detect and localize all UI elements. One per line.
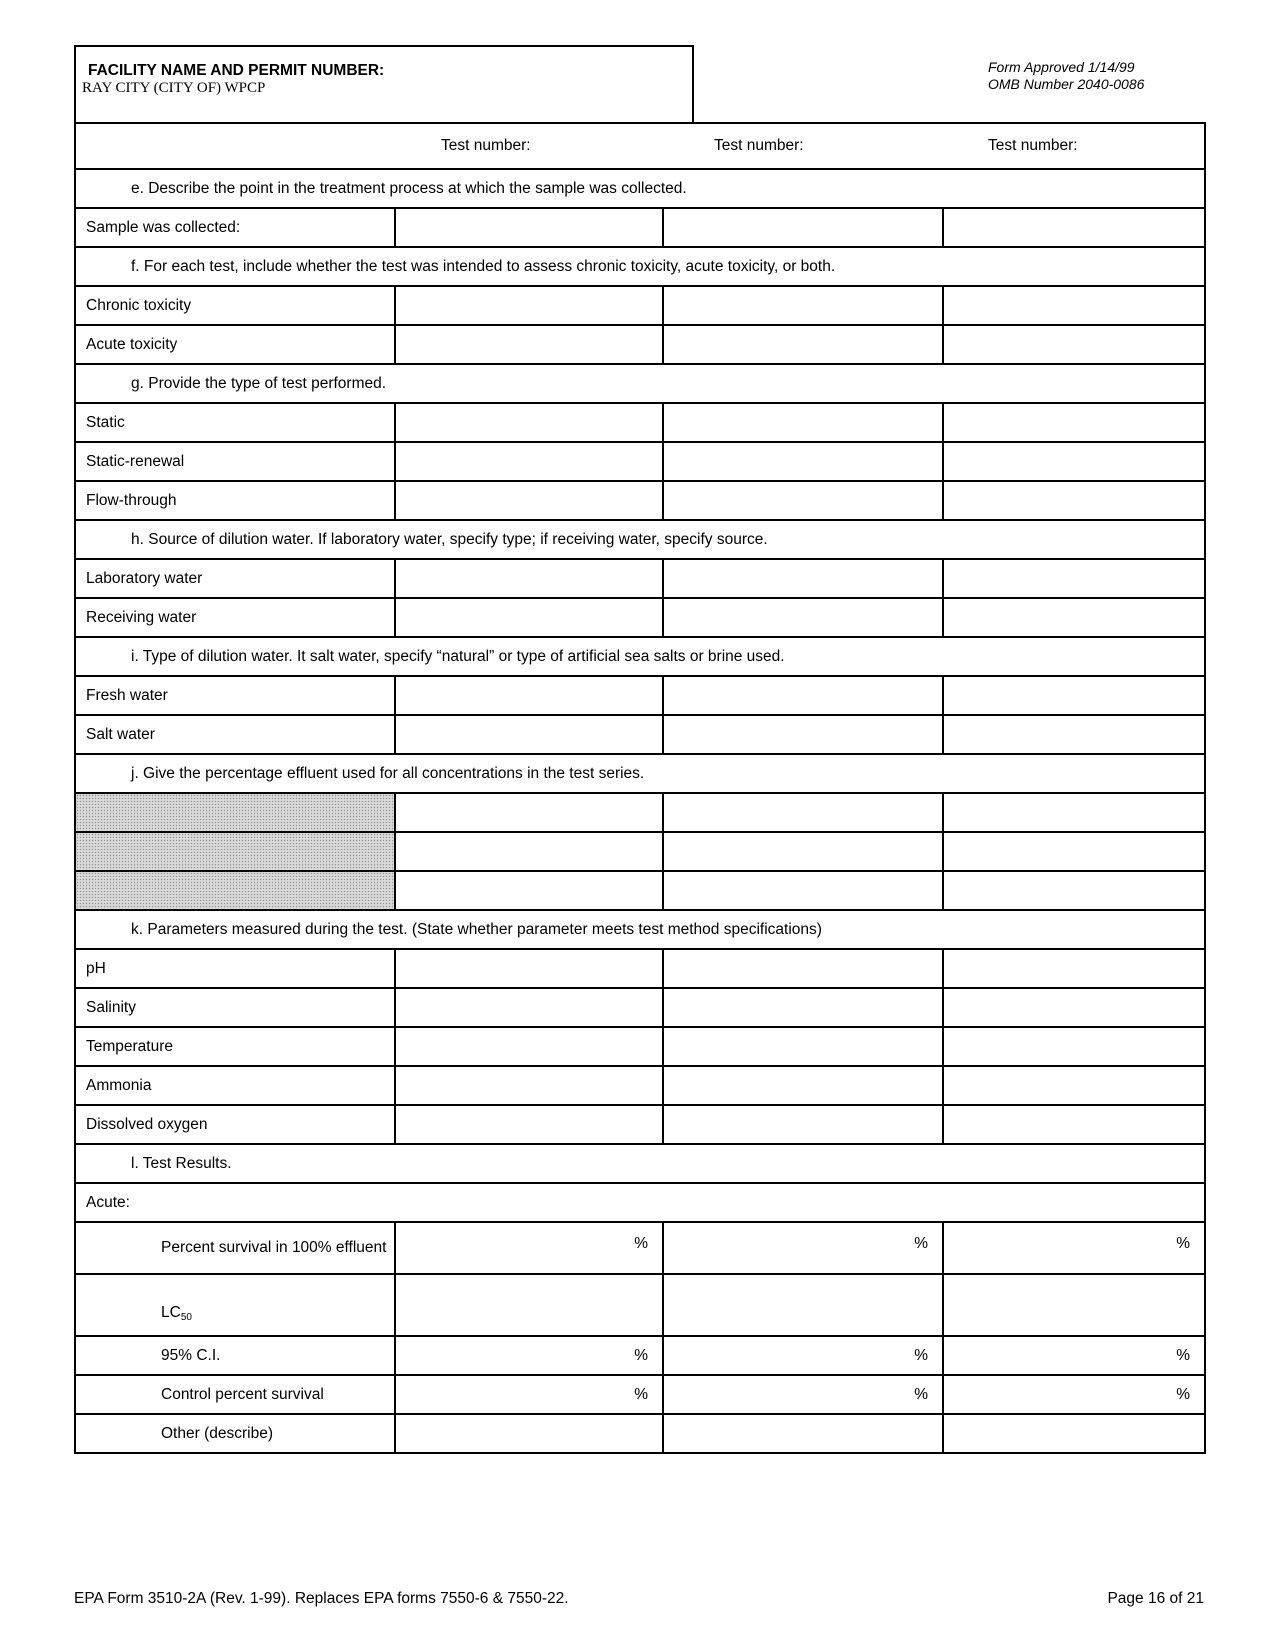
percent-sign: % (1176, 1235, 1190, 1252)
entry-cell[interactable] (663, 208, 943, 247)
entry-cell[interactable] (395, 1336, 663, 1375)
entry-cell[interactable] (943, 403, 1205, 442)
section-j-heading: j. Give the percentage effluent used for all concentrations in the test series. (75, 754, 1205, 793)
form-approval (988, 59, 1144, 93)
test-number-2[interactable]: Test number: (714, 137, 804, 154)
row-label: Sample was collected: (75, 208, 395, 247)
table-row (75, 871, 1205, 910)
entry-cell[interactable] (663, 286, 943, 325)
entry-cell[interactable] (943, 325, 1205, 364)
entry-cell[interactable] (943, 559, 1205, 598)
percent-sign: % (1176, 1385, 1190, 1403)
shaded-cell (75, 832, 395, 871)
percent-sign: % (914, 1235, 928, 1252)
row-label: Receiving water (75, 598, 395, 637)
row-label: Salinity (75, 988, 395, 1027)
percent-sign: % (634, 1385, 648, 1403)
row-label: Fresh water (75, 676, 395, 715)
section-i-heading: i. Type of dilution water. It salt water, specify “natural” or type of artificial sea salts or brine used. (75, 637, 1205, 676)
entry-cell[interactable] (395, 1375, 663, 1414)
table-row (75, 676, 1205, 715)
table-row (75, 715, 1205, 754)
entry-cell[interactable] (943, 1027, 1205, 1066)
entry-cell[interactable] (663, 481, 943, 520)
percent-sign: % (914, 1346, 928, 1364)
entry-cell[interactable] (395, 559, 663, 598)
entry-cell[interactable] (395, 1274, 663, 1336)
table-row (75, 286, 1205, 325)
entry-cell[interactable] (663, 1274, 943, 1336)
entry-cell[interactable] (943, 1105, 1205, 1144)
entry-cell[interactable] (663, 1027, 943, 1066)
section-e-row (75, 169, 1205, 208)
row-label: Ammonia (75, 1066, 395, 1105)
entry-cell[interactable] (395, 325, 663, 364)
table-row (75, 1375, 1205, 1414)
section-h-heading: h. Source of dilution water. If laboratory water, specify type; if receiving water, specify source. (75, 520, 1205, 559)
section-k-heading: k. Parameters measured during the test. (State whether parameter meets test method specifications) (75, 910, 1205, 949)
section-k-row (75, 910, 1205, 949)
section-l-heading: l. Test Results. (75, 1144, 1205, 1183)
percent-sign: % (634, 1235, 648, 1252)
table-row (75, 793, 1205, 832)
lc-label: LC (161, 1304, 181, 1321)
table-row (75, 988, 1205, 1027)
table-row (75, 1274, 1205, 1336)
facility-label: FACILITY NAME AND PERMIT NUMBER: (88, 62, 385, 79)
entry-cell[interactable] (943, 676, 1205, 715)
row-label: Control percent survival (75, 1375, 395, 1414)
facility-box (74, 45, 694, 123)
table-row (75, 481, 1205, 520)
entry-cell[interactable] (943, 1222, 1205, 1274)
entry-cell[interactable] (943, 832, 1205, 871)
percent-sign: % (1176, 1346, 1190, 1364)
entry-cell[interactable] (943, 286, 1205, 325)
acute-heading-row (75, 1183, 1205, 1222)
section-j-row (75, 754, 1205, 793)
section-g-heading: g. Provide the type of test performed. (75, 364, 1205, 403)
entry-cell[interactable] (663, 1414, 943, 1453)
entry-cell[interactable] (663, 403, 943, 442)
entry-cell[interactable] (395, 286, 663, 325)
table-row (75, 1222, 1205, 1274)
table-row (75, 832, 1205, 871)
entry-cell[interactable] (663, 559, 943, 598)
entry-cell[interactable] (395, 676, 663, 715)
form-footer-id: EPA Form 3510-2A (Rev. 1-99). Replaces EPA forms 7550-6 & 7550-22. (74, 1590, 569, 1607)
row-label: Static (75, 403, 395, 442)
entry-cell[interactable] (395, 1414, 663, 1453)
entry-cell[interactable] (663, 1222, 943, 1274)
shaded-cell (75, 871, 395, 910)
row-label: Dissolved oxygen (75, 1105, 395, 1144)
table-row (75, 598, 1205, 637)
section-g-row (75, 364, 1205, 403)
page-number: Page 16 of 21 (1107, 1590, 1204, 1607)
entry-cell[interactable] (663, 715, 943, 754)
entry-cell[interactable] (663, 949, 943, 988)
entry-cell[interactable] (943, 793, 1205, 832)
section-f-row (75, 247, 1205, 286)
test-number-1[interactable]: Test number: (441, 137, 531, 154)
entry-cell[interactable] (943, 988, 1205, 1027)
row-label: pH (75, 949, 395, 988)
row-label: 95% C.I. (75, 1336, 395, 1375)
entry-cell[interactable] (663, 442, 943, 481)
entry-cell[interactable] (943, 715, 1205, 754)
entry-cell[interactable] (395, 1105, 663, 1144)
table-row (75, 208, 1205, 247)
entry-cell[interactable] (395, 871, 663, 910)
entry-cell[interactable] (663, 598, 943, 637)
omb-number: OMB Number 2040-0086 (988, 76, 1145, 92)
section-l-row (75, 1144, 1205, 1183)
row-label: Static-renewal (75, 442, 395, 481)
entry-cell[interactable] (943, 949, 1205, 988)
percent-sign: % (914, 1385, 928, 1403)
entry-cell[interactable] (943, 208, 1205, 247)
toxicity-test-form (74, 122, 1206, 1454)
row-label: Other (describe) (75, 1414, 395, 1453)
entry-cell[interactable] (395, 988, 663, 1027)
table-row (75, 949, 1205, 988)
entry-cell[interactable] (395, 793, 663, 832)
entry-cell[interactable] (395, 1027, 663, 1066)
entry-cell[interactable] (395, 442, 663, 481)
section-f-heading: f. For each test, include whether the test was intended to assess chronic toxicity, acute toxicity, or both. (75, 247, 1205, 286)
entry-cell[interactable] (943, 871, 1205, 910)
table-row (75, 1066, 1205, 1105)
test-number-header-row (75, 123, 1205, 169)
table-row (75, 1105, 1205, 1144)
table-row (75, 403, 1205, 442)
entry-cell[interactable] (395, 208, 663, 247)
entry-cell[interactable] (943, 1066, 1205, 1105)
row-label: Laboratory water (75, 559, 395, 598)
lc-subscript: 50 (180, 1312, 192, 1323)
entry-cell[interactable] (943, 1414, 1205, 1453)
entry-cell[interactable] (943, 598, 1205, 637)
entry-cell[interactable] (663, 1375, 943, 1414)
entry-cell[interactable] (663, 1336, 943, 1375)
entry-cell[interactable] (663, 325, 943, 364)
shaded-cell (75, 793, 395, 832)
row-label: Acute toxicity (75, 325, 395, 364)
facility-value: RAY CITY (CITY OF) WPCP (82, 80, 266, 96)
entry-cell[interactable] (395, 832, 663, 871)
row-label: Salt water (75, 715, 395, 754)
percent-sign: % (634, 1346, 648, 1364)
section-h-row (75, 520, 1205, 559)
entry-cell[interactable] (663, 676, 943, 715)
entry-cell[interactable] (395, 403, 663, 442)
test-number-3[interactable]: Test number: (988, 137, 1078, 154)
entry-cell[interactable] (395, 949, 663, 988)
section-i-row (75, 637, 1205, 676)
entry-cell[interactable] (943, 1274, 1205, 1336)
table-row (75, 442, 1205, 481)
row-label: Temperature (75, 1027, 395, 1066)
entry-cell[interactable] (395, 481, 663, 520)
row-label: Chronic toxicity (75, 286, 395, 325)
entry-cell[interactable] (663, 1066, 943, 1105)
section-e-heading: e. Describe the point in the treatment process at which the sample was collected. (75, 169, 1205, 208)
entry-cell[interactable] (943, 481, 1205, 520)
entry-cell[interactable] (663, 832, 943, 871)
entry-cell[interactable] (663, 988, 943, 1027)
row-label: Percent survival in 100% effluent (75, 1222, 395, 1274)
entry-cell[interactable] (943, 442, 1205, 481)
table-row (75, 559, 1205, 598)
table-row (75, 1027, 1205, 1066)
entry-cell[interactable] (395, 1066, 663, 1105)
table-row (75, 1336, 1205, 1375)
entry-cell[interactable] (663, 793, 943, 832)
entry-cell[interactable] (943, 1336, 1205, 1375)
row-label: Flow-through (75, 481, 395, 520)
approval-date: Form Approved 1/14/99 (988, 59, 1135, 75)
entry-cell[interactable] (663, 1105, 943, 1144)
entry-cell[interactable] (395, 1222, 663, 1274)
table-row (75, 325, 1205, 364)
acute-heading: Acute: (75, 1183, 1205, 1222)
row-label (75, 1274, 395, 1336)
entry-cell[interactable] (395, 715, 663, 754)
entry-cell[interactable] (395, 598, 663, 637)
table-row (75, 1414, 1205, 1453)
entry-cell[interactable] (943, 1375, 1205, 1414)
entry-cell[interactable] (663, 871, 943, 910)
